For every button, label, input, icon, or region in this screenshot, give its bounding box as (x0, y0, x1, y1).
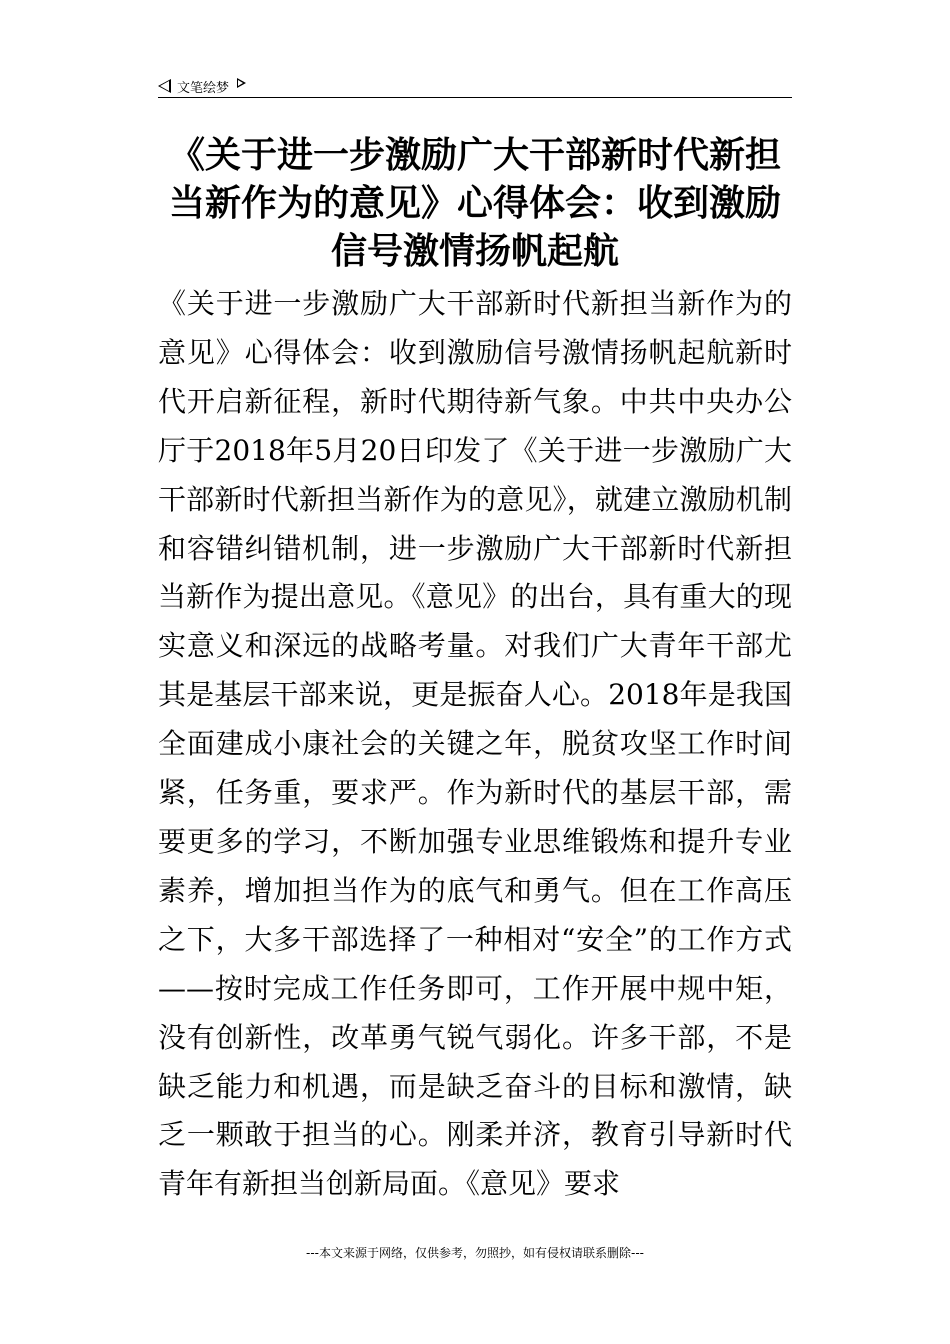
document-title: 《关于进一步激励广大干部新时代新担当新作为的意见》心得体会：收到激励信号激情扬帆起航 (168, 135, 781, 272)
header-divider (158, 97, 792, 98)
document-body: 《关于进一步激励广大干部新时代新担当新作为的意见》心得体会：收到激励信号激情扬帆起航新时代开启新征程，新时代期待新气象。中共中央办公厅于2018年5月20日印发了《关于进一步激励广大干部新时代新担当新作为的意见》，就建立激励机制和容错纠错机制，进一步激励广大干部新时代新担当新作为提出意见。《意见》的出台，具有重大的现实意义和深远的战略考量。对我们广大青年干部尤其是基层干部来说，更是振奋人心。2018年是我国全面建成小康社会的关键之年，脱贫攻坚工作时间紧，任务重，要求严。作为新时代的基层干部，需要更多的学习，不断加强专业思维锻炼和提升专业素养，增加担当作为的底气和勇气。但在工作高压之下，大多干部选择了一种相对“安全”的工作方式——按时完成工作任务即可，工作开展中规中矩，没有创新性，改革勇气锐气弱化。许多干部，不是缺乏能力和机遇，而是缺乏奋斗的目标和激情，缺乏一颗敢于担当的心。刚柔并济，教育引导新时代青年有新担当创新局面。《意见》要求 (158, 287, 792, 1201)
page-header (158, 74, 792, 98)
footer-notice: ---本文来源于网络，仅供参考，勿照抄，如有侵权请联系删除--- (306, 1246, 644, 1260)
header-title: 文笔绘梦 (177, 80, 230, 96)
triangle-left-icon (158, 79, 171, 93)
triangle-right-icon (237, 78, 246, 88)
